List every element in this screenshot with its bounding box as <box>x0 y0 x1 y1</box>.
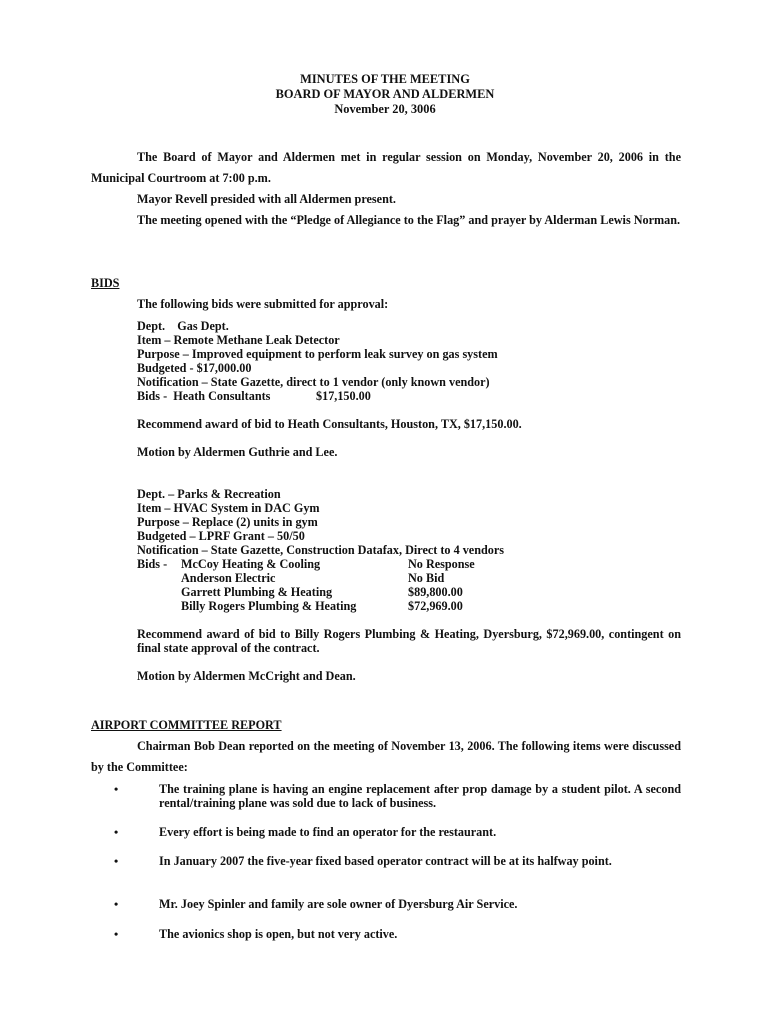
bid1-notification: Notification – State Gazette, direct to 1 vendor (only known vendor) <box>137 375 490 389</box>
airport-item: Every effort is being made to find an operator for the restaurant. <box>159 825 497 839</box>
intro-pledge-text: The meeting opened with the “Pledge of Allegiance to the Flag” and prayer by Alderman Lewis Norman. <box>137 213 681 227</box>
bullet-icon: • <box>114 927 119 941</box>
airport-item: In January 2007 the five-year fixed based operator contract will be at its halfway point. <box>159 854 612 868</box>
vendor-row <box>181 585 501 599</box>
airport-item: The avionics shop is open, but not very active. <box>159 927 398 941</box>
airport-item: The training plane is having an engine replacement after prop damage by a student pilot. A second rental/training plane was sold due to lack of business. <box>159 782 681 810</box>
document-title: MINUTES OF THE MEETING <box>300 72 470 86</box>
vendor-name: Billy Rogers Plumbing & Heating <box>181 599 357 613</box>
vendor-result: $72,969.00 <box>408 599 463 613</box>
intro-session-text: The Board of Mayor and Aldermen met in regular session on Monday, November 20, 2006 in the Municipal Courtroom at 7:00 p.m. <box>91 150 681 185</box>
bullet-icon: • <box>114 897 119 911</box>
document-subtitle: BOARD OF MAYOR AND ALDERMEN <box>275 87 495 101</box>
bid2-bids-prefix: Bids - <box>137 557 168 571</box>
vendor-row <box>181 599 501 613</box>
vendor-result: No Response <box>408 557 475 571</box>
bid2-dept: Dept. – Parks & Recreation <box>137 487 281 501</box>
section-heading-airport: AIRPORT COMMITTEE REPORT <box>91 718 282 732</box>
intro-paragraph-presided <box>91 189 681 210</box>
vendor-result: No Bid <box>408 571 445 585</box>
vendor-result: $89,800.00 <box>408 585 463 599</box>
intro-presided-text: Mayor Revell presided with all Aldermen present. <box>137 192 396 206</box>
bullet-icon: • <box>114 782 119 796</box>
bid1-bids-label: Bids - Heath Consultants <box>137 389 271 403</box>
bid1-budgeted: Budgeted - $17,000.00 <box>137 361 252 375</box>
bid1-purpose: Purpose – Improved equipment to perform leak survey on gas system <box>137 347 498 361</box>
bid1-item: Item – Remote Methane Leak Detector <box>137 333 340 347</box>
bid2-notification: Notification – State Gazette, Construction Datafax, Direct to 4 vendors <box>137 543 505 557</box>
intro-paragraph-pledge <box>91 210 681 231</box>
bid2-recommendation: Recommend award of bid to Billy Rogers Plumbing & Heating, Dyersburg, $72,969.00, contingent on final state approval of the contract. <box>137 627 681 655</box>
vendor-row <box>181 571 501 585</box>
vendor-name: Garrett Plumbing & Heating <box>181 585 333 599</box>
bid2-purpose: Purpose – Replace (2) units in gym <box>137 515 318 529</box>
vendor-row <box>181 557 501 571</box>
bid1-dept: Dept. Gas Dept. <box>137 319 229 333</box>
airport-intro-paragraph <box>91 736 681 778</box>
bullet-icon: • <box>114 825 119 839</box>
bid2-motion: Motion by Aldermen McCright and Dean. <box>137 669 356 683</box>
bids-intro: The following bids were submitted for approval: <box>137 297 389 311</box>
bid1-motion: Motion by Aldermen Guthrie and Lee. <box>137 445 338 459</box>
bid2-budgeted: Budgeted – LPRF Grant – 50/50 <box>137 529 305 543</box>
section-heading-bids: BIDS <box>91 276 120 290</box>
vendor-name: McCoy Heating & Cooling <box>181 557 321 571</box>
bid2-item: Item – HVAC System in DAC Gym <box>137 501 320 515</box>
intro-paragraph-session <box>91 147 681 189</box>
bid1-bids-amount: $17,150.00 <box>316 389 371 403</box>
airport-item: Mr. Joey Spinler and family are sole owner of Dyersburg Air Service. <box>159 897 518 911</box>
vendor-name: Anderson Electric <box>181 571 276 585</box>
bid1-recommendation: Recommend award of bid to Heath Consultants, Houston, TX, $17,150.00. <box>137 417 522 431</box>
bullet-icon: • <box>114 854 119 868</box>
airport-intro-text: Chairman Bob Dean reported on the meeting of November 13, 2006. The following items were discussed by the Committee: <box>91 739 681 774</box>
document-date: November 20, 3006 <box>334 102 436 116</box>
